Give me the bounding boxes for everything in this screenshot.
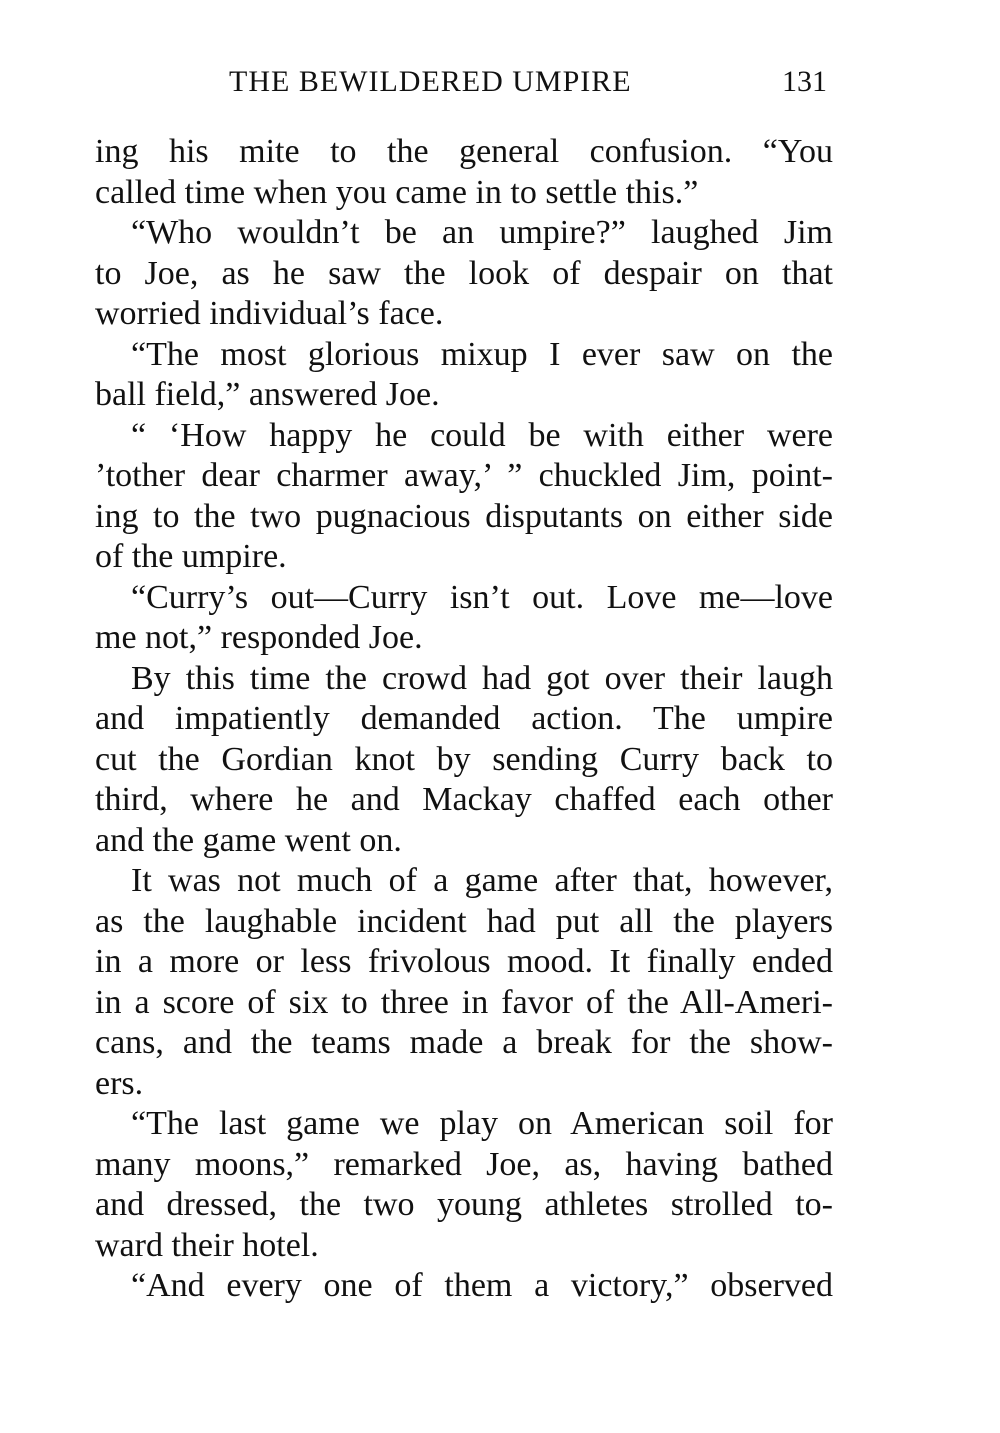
text-line: in a score of six to three in favor of the All-Ameri- <box>95 983 833 1021</box>
running-title: THE BEWILDERED UMPIRE <box>229 65 632 98</box>
text-line: ing his mite to the general confusion. “You <box>95 133 833 170</box>
text-line: “ ‘How happy he could be with either were <box>131 416 833 454</box>
text-line: called time when you came in to settle this.” <box>95 173 699 211</box>
text-line: of the umpire. <box>95 538 287 575</box>
page-number: 131 <box>782 65 827 98</box>
text-line: ing to the two pugnacious disputants on either side <box>95 497 833 535</box>
text-line: By this time the crowd had got over their laugh <box>131 659 833 697</box>
text-line: in a more or less frivolous mood. It finally ended <box>95 943 833 980</box>
running-head <box>95 62 835 102</box>
text-line: worried individual’s face. <box>95 295 444 332</box>
text-line: ball field,” answered Joe. <box>95 376 440 413</box>
text-line: ward their hotel. <box>95 1226 319 1264</box>
text-line: “The most glorious mixup I ever saw on the <box>131 335 833 373</box>
text-line: me not,” responded Joe. <box>95 619 423 656</box>
text-line: many moons,” remarked Joe, as, having bathed <box>95 1145 833 1183</box>
text-line: “Curry’s out—Curry isn’t out. Love me—love <box>131 578 833 616</box>
text-line: cut the Gordian knot by sending Curry back to <box>95 740 833 778</box>
text-line: “The last game we play on American soil for <box>131 1105 833 1142</box>
body-text <box>95 132 833 1307</box>
text-line: and the game went on. <box>95 821 402 859</box>
text-line: to Joe, as he saw the look of despair on that <box>95 254 833 292</box>
text-line: cans, and the teams made a break for the show- <box>95 1024 833 1061</box>
text-line: third, where he and Mackay chaffed each other <box>95 781 833 818</box>
text-line: “Who wouldn’t be an umpire?” laughed Jim <box>131 214 833 251</box>
text-line: It was not much of a game after that, however, <box>131 862 833 899</box>
text-line: “And every one of them a victory,” observed <box>131 1267 833 1304</box>
text-line: and impatiently demanded action. The umpire <box>95 700 833 737</box>
text-line: and dressed, the two young athletes strolled to- <box>95 1186 833 1223</box>
text-line: ’tother dear charmer away,’ ” chuckled Jim, point- <box>95 457 833 494</box>
text-line: as the laughable incident had put all the players <box>95 902 833 940</box>
text-line: ers. <box>95 1064 144 1102</box>
